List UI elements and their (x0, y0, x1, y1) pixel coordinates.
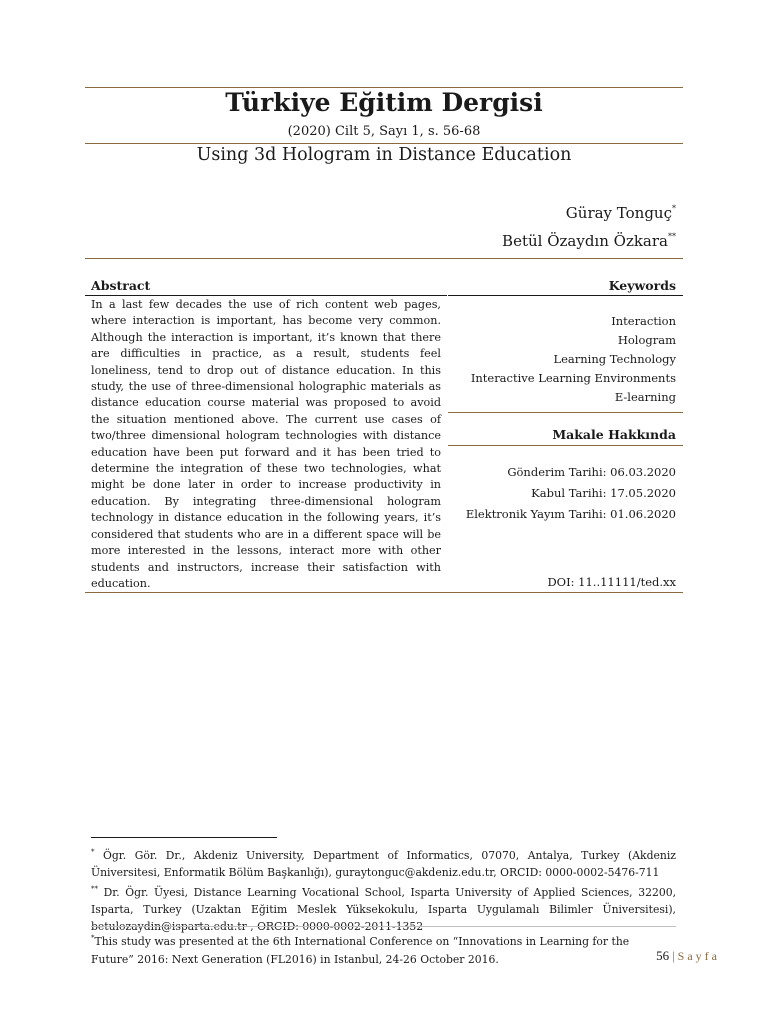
keywords-bottom-rule (448, 412, 683, 413)
article-dates (466, 462, 676, 525)
footnotes (91, 844, 676, 935)
accepted-date: Kabul Tarihi: 17.05.2020 (531, 486, 676, 500)
page-word: Sayfa (677, 949, 720, 963)
article-title: Using 3d Hologram in Distance Education (196, 145, 572, 165)
author-2: Betül Özaydın Özkara** (502, 232, 676, 250)
abstract-heading: Abstract (91, 278, 151, 293)
journal-title: Türkiye Eğitim Dergisi (225, 88, 543, 117)
author-1: Güray Tonguç* (565, 204, 676, 222)
author-list (502, 197, 676, 253)
keyword-item: Hologram (617, 333, 676, 347)
doi: DOI: 11..11111/ted.xx (547, 575, 676, 589)
info-box-top-rule (85, 258, 683, 259)
keyword-item: Interactive Learning Environments (470, 371, 676, 385)
abstract-text: In a last few decades the use of rich content web pages, where interaction is important, has become very common. Although the interaction is important, it’s known that there are difficulties in practice, as a result, students feel loneliness, tend to drop out of distance education. In this study, the use of three-dimensional holographic materials as distance education course material was proposed to avoid the situation mentioned above. The current use cases of two/three dimensional hologram technologies with distance education have been put forward and it has been tried to determine the integration of these two technologies, what might be done later in order to increase productivity in education. By integrating three-dimensional hologram technology in distance education in the following years, it’s considered that students who are in a different space will be more interested in the lessons, interact more with other students and instructors, increase their satisfaction with education. (91, 298, 441, 590)
conference-note: *This study was presented at the 6th International Conference on “Innovations in Learning for the Future” 2016: Next Generation (FL2016) in Istanbul, 24-26 October 2016. (91, 934, 630, 966)
abstract-heading-rule (85, 295, 447, 296)
issue-line: (2020) Cilt 5, Sayı 1, s. 56-68 (287, 124, 481, 139)
page-separator: | (672, 948, 675, 963)
page-number-value: 56 (656, 948, 670, 963)
footnote-rule (91, 837, 277, 838)
page-number (656, 948, 720, 964)
header-mid-rule (85, 143, 683, 144)
info-box-bottom-rule (85, 592, 683, 593)
keywords-heading: Keywords (608, 278, 676, 293)
received-date: Gönderim Tarihi: 06.03.2020 (507, 465, 676, 479)
keyword-item: Interaction (611, 314, 676, 328)
article-info-heading-rule (448, 445, 683, 446)
footnote-1: * Ögr. Gör. Dr., Akdeniz University, Department of Informatics, 07070, Antalya, Turkey (Akdeniz Üniversitesi, Enformatik Bölüm Başkanlığı), guraytonguc@akdeniz.edu.tr, ORCID: 0000-0002-5476-711 (91, 848, 676, 879)
footnote-2: ** Dr. Ögr. Üyesi, Distance Learning Vocational School, Isparta University of Applied Sciences, 32200, Isparta, Turkey (Uzaktan Eğitim Meslek Yüksekokulu, Isparta Uygulamalı Bilimler Üniversitesi), betulozaydin@isparta.edu.tr , ORCID: 0000-0002-2011-1352 (91, 885, 676, 933)
keywords-heading-rule (448, 295, 683, 296)
keyword-item: E-learning (614, 390, 676, 404)
footnote-separator (91, 926, 676, 927)
article-info-heading: Makale Hakkında (552, 427, 676, 442)
keyword-item: Learning Technology (553, 352, 676, 366)
keyword-list (471, 312, 676, 407)
published-date: Elektronik Yayım Tarihi: 01.06.2020 (465, 507, 676, 521)
